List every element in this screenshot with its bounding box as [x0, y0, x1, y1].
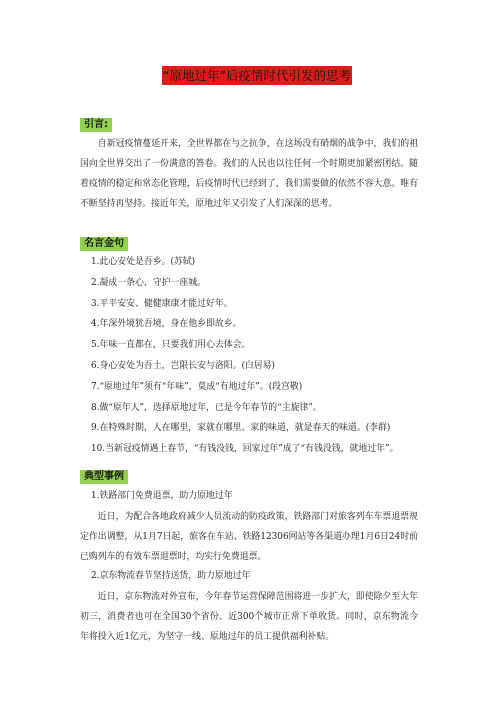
quote-item: 9.在特殊时期，人在哪里，家就在哪里。家的味道，就是春天的味道。(李群)	[91, 423, 391, 434]
quote-item: 1.此心安处是吾乡。(苏轼)	[91, 257, 196, 267]
quote-item: 5.年味一直都在，只要我们用心去体会。	[91, 340, 251, 351]
case-1-paragraph: 近日，为配合各地政府减少人员流动的防疫政策，铁路部门对旅客列车车票退票规定作出调整，从1月7日起，旅客在车站、铁路12306网站等各渠道办理1月6日24时前已购列车的有效车票退票时，均实行免费退票。	[80, 512, 418, 562]
quotes-list	[91, 252, 421, 460]
quote-item: 8.做“原年人”，选择原地过年，已是今年春节的“主旋律”。	[91, 402, 322, 413]
quote-item: 3.平平安安、健健康康才能过好年。	[91, 298, 233, 309]
quote-item: 4.年深外境犹吾境，身在他乡即故乡。	[91, 319, 242, 330]
case-2-paragraph: 近日，京东物流对外宣布，今年春节运营保障范围将进一步扩大，即使除夕至大年初三，消费者也可在全国30个省份、近300个城市正常下单收货。同时，京东物流今年将投入近1亿元，为坚守一线、原地过年的员工提供福利补贴。	[80, 592, 418, 642]
case-1-title: 1.铁路部门免费退票，助力原地过年	[91, 491, 233, 501]
quote-item: 2.凝成一条心，守护一座城。	[91, 277, 206, 288]
intro-paragraph: 自新冠疫情蔓延开来，全世界都在与之抗争，在这场没有硝烟的战争中，我们的祖国向全世界交出了一份满意的答卷。我们的人民也以往任何一个时期更加紧密团结。随着疫情的稳定和常态化管理，后疫情时代已经到了，我们需要做的依然不容大意。唯有不断坚持再坚持。接近年关，原地过年又引发了人们深深的思考。	[80, 139, 418, 209]
cases-heading: 典型事例	[80, 470, 128, 484]
quote-item: 7.“原地过年”须有“年味”，莫成“有地过年”。(段宫敬)	[91, 381, 303, 392]
quotes-heading: 名言金句	[80, 237, 128, 251]
quote-item: 6.身心安处为吾土，岂限长安与洛阳。(白居易)	[91, 360, 276, 371]
document-title: “原地过年”后疫情时代引发的思考	[163, 68, 351, 83]
intro-heading: 引言:	[80, 118, 112, 132]
case-2-title: 2.京东物流春节坚持送货，助力原地过年	[91, 571, 251, 581]
quote-item: 10.当新冠疫情遇上春节，“有钱没钱，回家过年”成了“有钱没钱，就地过年”。	[91, 444, 399, 455]
